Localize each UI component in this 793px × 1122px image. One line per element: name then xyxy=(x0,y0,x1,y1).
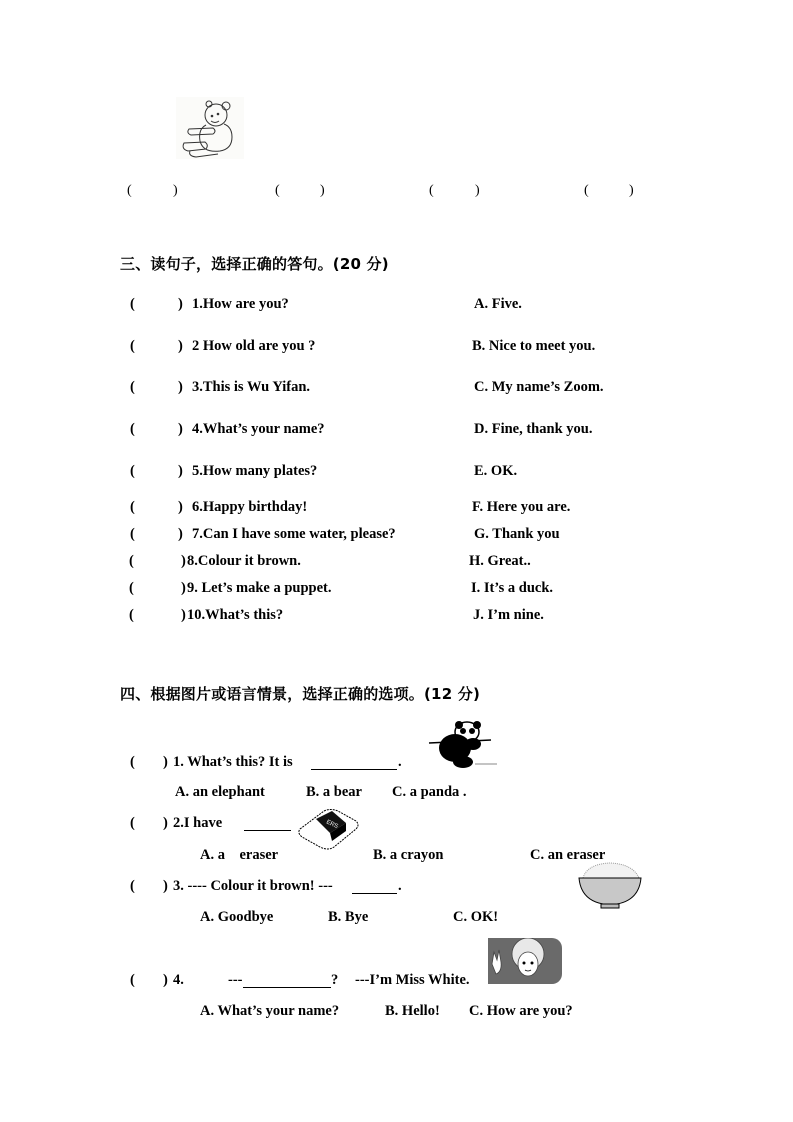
answer-bracket-close: ) xyxy=(320,183,325,198)
question-stem: 3. ---- Colour it brown! --- xyxy=(173,878,333,894)
dialogue-dash: --- xyxy=(228,972,243,988)
question-stem: 2.I have xyxy=(173,815,223,831)
answer-option: F. Here you are. xyxy=(472,499,571,515)
answer-bracket-close: ) xyxy=(163,815,168,831)
answer-bracket-open: ( xyxy=(429,183,434,198)
answer-blank-1[interactable] xyxy=(136,183,172,199)
answer-blank[interactable] xyxy=(140,379,176,396)
answer-bracket-close: ) xyxy=(475,183,480,198)
panda-icon xyxy=(425,718,497,770)
teddy-bear-picture xyxy=(176,97,244,159)
answer-bracket-close: ) xyxy=(178,379,183,395)
answer-blank[interactable] xyxy=(140,972,162,989)
question-text: 1.How are you? xyxy=(192,296,289,312)
question-text: 8.Colour it brown. xyxy=(187,553,301,569)
option-c: C. OK! xyxy=(453,909,499,925)
option-b: B. Hello! xyxy=(385,1003,440,1019)
answer-blank[interactable] xyxy=(139,553,179,570)
rice-bowl-picture xyxy=(577,860,643,912)
answer-option: H. Great.. xyxy=(469,553,531,569)
answer-bracket-open: ( xyxy=(130,526,135,542)
miss-white-icon xyxy=(488,938,562,984)
option-c: C. a panda . xyxy=(392,784,467,800)
option-c: C. an eraser xyxy=(530,847,606,863)
answer-blank[interactable] xyxy=(140,878,162,895)
answer-bracket-open: ( xyxy=(130,754,135,770)
answer-bracket-close: ) xyxy=(178,526,183,542)
question-text: 6.Happy birthday! xyxy=(192,499,308,515)
answer-blank-4[interactable] xyxy=(593,183,627,199)
fill-in-blank[interactable] xyxy=(352,879,397,894)
answer-blank[interactable] xyxy=(140,815,162,832)
fill-in-blank[interactable] xyxy=(243,973,331,988)
option-b: B. a bear xyxy=(306,784,362,800)
answer-bracket-close: ) xyxy=(178,463,183,479)
answer-bracket-close: ) xyxy=(181,607,186,623)
answer-blank-2[interactable] xyxy=(284,183,318,199)
answer-blank[interactable] xyxy=(140,463,176,480)
answer-bracket-open: ( xyxy=(130,379,135,395)
answer-bracket-open: ( xyxy=(275,183,280,198)
answer-bracket-open: ( xyxy=(129,607,134,623)
panda-picture xyxy=(425,718,497,770)
answer-option: J. I’m nine. xyxy=(473,607,544,623)
answer-blank[interactable] xyxy=(140,338,176,355)
answer-bracket-open: ( xyxy=(130,463,135,479)
answer-bracket-open: ( xyxy=(130,421,135,437)
option-a: A. an elephant xyxy=(175,784,265,800)
question-text: 3.This is Wu Yifan. xyxy=(192,379,311,395)
answer-bracket-close: ) xyxy=(178,421,183,437)
question-number: 4. xyxy=(173,972,184,988)
eraser-picture xyxy=(296,807,360,851)
answer-bracket-open: ( xyxy=(130,499,135,515)
svg-text:ERS: ERS xyxy=(325,819,339,831)
answer-bracket-close: ) xyxy=(181,553,186,569)
answer-bracket-open: ( xyxy=(129,553,134,569)
question-text: 7.Can I have some water, please? xyxy=(192,526,396,542)
answer-option: I. It’s a duck. xyxy=(471,580,554,596)
fill-in-blank[interactable] xyxy=(311,755,397,770)
answer-option: A. Five. xyxy=(474,296,522,312)
option-b: B. a crayon xyxy=(373,847,444,863)
answer-blank[interactable] xyxy=(140,296,176,313)
dialogue-reply: ---I’m Miss White. xyxy=(355,972,470,988)
answer-blank[interactable] xyxy=(140,754,162,771)
answer-blank[interactable] xyxy=(139,607,179,624)
answer-bracket-open: ( xyxy=(130,878,135,894)
answer-blank[interactable] xyxy=(140,499,176,516)
answer-blank-3[interactable] xyxy=(438,183,472,199)
eraser-icon xyxy=(296,807,360,851)
answer-bracket-close: ) xyxy=(178,499,183,515)
answer-option: B. Nice to meet you. xyxy=(472,338,596,354)
answer-bracket-open: ( xyxy=(130,338,135,354)
miss-white-picture xyxy=(488,938,562,984)
answer-bracket-close: ) xyxy=(181,580,186,596)
question-stem-end: . xyxy=(398,754,402,770)
answer-bracket-open: ( xyxy=(130,296,135,312)
answer-option: D. Fine, thank you. xyxy=(474,421,593,437)
answer-bracket-open: ( xyxy=(127,183,132,198)
section-3-heading: 三、读句子，选择正确的答句。(20 分) xyxy=(120,255,389,273)
answer-bracket-close: ) xyxy=(629,183,634,198)
question-text: 9. Let’s make a puppet. xyxy=(187,580,332,596)
answer-bracket-close: ) xyxy=(178,338,183,354)
option-a: A. Goodbye xyxy=(200,909,274,925)
answer-blank[interactable] xyxy=(140,526,176,543)
answer-bracket-close: ) xyxy=(163,754,168,770)
question-text: 10.What’s this? xyxy=(187,607,284,623)
answer-bracket-open: ( xyxy=(584,183,589,198)
answer-bracket-close: ) xyxy=(178,296,183,312)
question-mark: ? xyxy=(331,972,339,988)
question-stem-end: . xyxy=(398,878,402,894)
answer-bracket-open: ( xyxy=(130,815,135,831)
question-text: 5.How many plates? xyxy=(192,463,318,479)
answer-bracket-close: ) xyxy=(163,878,168,894)
option-a: A. What’s your name? xyxy=(200,1003,340,1019)
teddy-bear-icon xyxy=(176,97,244,159)
rice-bowl-icon xyxy=(577,860,643,912)
question-text: 4.What’s your name? xyxy=(192,421,325,437)
option-c: C. How are you? xyxy=(469,1003,573,1019)
answer-option: C. My name’s Zoom. xyxy=(474,379,604,395)
answer-bracket-open: ( xyxy=(129,580,134,596)
answer-bracket-close: ) xyxy=(163,972,168,988)
answer-bracket-open: ( xyxy=(130,972,135,988)
question-text: 2 How old are you ? xyxy=(192,338,316,354)
answer-option: E. OK. xyxy=(474,463,518,479)
answer-option: G. Thank you xyxy=(474,526,560,542)
option-a: A. a eraser xyxy=(200,847,279,863)
answer-blank[interactable] xyxy=(140,421,176,438)
answer-bracket-close: ) xyxy=(173,183,178,198)
answer-blank[interactable] xyxy=(139,580,179,597)
option-b: B. Bye xyxy=(328,909,369,925)
question-stem: 1. What’s this? It is xyxy=(173,754,293,770)
section-4-heading: 四、根据图片或语言情景，选择正确的选项。(12 分) xyxy=(120,685,481,703)
fill-in-blank[interactable] xyxy=(244,816,291,831)
